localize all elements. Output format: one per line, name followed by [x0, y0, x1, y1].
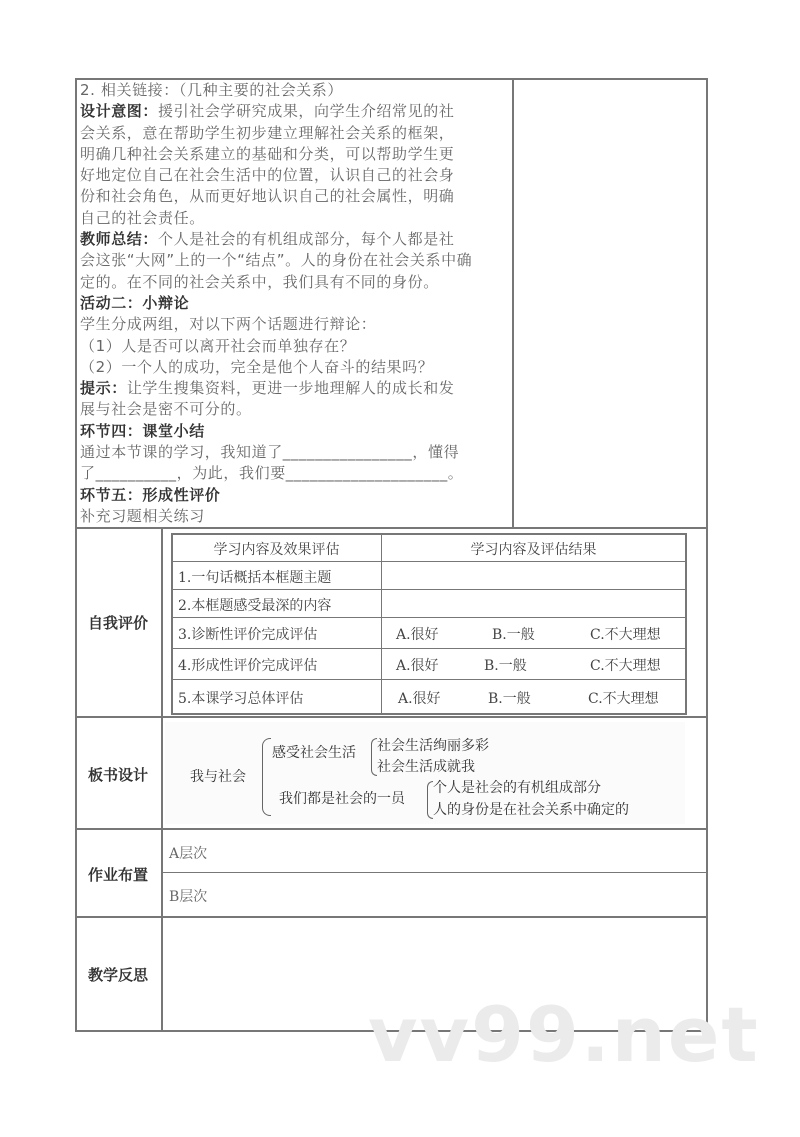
board-leaf: 社会生活绚丽多彩 [377, 738, 489, 754]
hint-label: 提示： [80, 379, 127, 398]
table-border [75, 916, 707, 918]
option-a[interactable]: A.很好 [398, 691, 441, 707]
text: 份和社会角色，从而更好地认识自己的社会属性，明确 [80, 187, 455, 206]
related-link: 2. 相关链接：（几种主要的社会关系） [80, 81, 343, 99]
watermark: vv99.net [368, 990, 760, 1079]
eval-header: 学习内容及效果评估 [213, 542, 340, 558]
homework-label: 作业布置 [87, 866, 148, 884]
self-eval-label: 自我评价 [87, 614, 148, 632]
text: 会这张“大网”上的一个“结点”。人的身份在社会关系中确 [80, 251, 473, 270]
step4-heading: 环节四：课堂小结 [80, 421, 205, 440]
option-c[interactable]: C.不大理想 [590, 658, 661, 674]
activity-heading: 活动二：小辩论 [80, 293, 190, 312]
homework-b: B层次 [169, 889, 208, 905]
text: 学生分成两组，对以下两个话题进行辩论： [80, 315, 377, 334]
eval-item: 4.形成性评价完成评估 [178, 658, 318, 674]
table-border [75, 716, 707, 718]
option-a[interactable]: A.很好 [396, 658, 439, 674]
text: 了__________，为此，我们要____________________。 [80, 464, 464, 483]
table-border [75, 828, 707, 830]
board-leaf: 社会生活成就我 [377, 759, 475, 775]
eval-header: 学习内容及评估结果 [470, 542, 597, 558]
brace-icon [262, 738, 271, 816]
lesson-content [80, 80, 510, 527]
text: 通过本节课的学习，我知道了________________，懂得 [80, 443, 460, 462]
text: 定的。在不同的社会关系中，我们具有不同的身份。 [80, 272, 439, 291]
eval-item: 3.诊断性评价完成评估 [178, 627, 318, 643]
option-b[interactable]: B.一般 [488, 691, 531, 707]
board-leaf: 人的身份是在社会关系中确定的 [433, 802, 629, 818]
table-border [512, 78, 514, 528]
eval-item: 5.本课学习总体评估 [178, 691, 304, 707]
option-b[interactable]: B.一般 [484, 658, 527, 674]
board-branch: 感受社会生活 [272, 745, 356, 761]
text: （2）一个人的成功，完全是他个人奋斗的结果吗？ [80, 357, 434, 376]
summary-label: 教师总结： [80, 230, 159, 249]
table-border [161, 527, 163, 1031]
text: 援引社会学研究成果，向学生介绍常见的社 [158, 102, 455, 121]
table-border [161, 872, 707, 873]
option-a[interactable]: A.很好 [396, 627, 439, 643]
option-b[interactable]: B.一般 [492, 627, 535, 643]
reflection-label: 教学反思 [87, 966, 148, 984]
eval-item: 2.本框题感受最深的内容 [178, 598, 332, 614]
text: 让学生搜集资料，更进一步地理解人的成长和发 [126, 379, 455, 398]
board-branch: 我们都是社会的一员 [279, 791, 405, 807]
board-label: 板书设计 [87, 766, 148, 784]
text: 明确几种社会关系建立的基础和分类，可以帮助学生更 [80, 144, 455, 163]
option-c[interactable]: C.不大理想 [590, 627, 661, 643]
text: 补充习题相关练习 [80, 506, 205, 525]
board-leaf: 个人是社会的有机组成部分 [433, 780, 601, 796]
text: （1）人是否可以离开社会而单独存在？ [80, 336, 356, 355]
step5-heading: 环节五：形成性评价 [80, 485, 221, 504]
text: 自己的社会责任。 [80, 208, 205, 227]
text: 好地定位自己在社会生活中的位置，认识自己的社会身 [80, 166, 455, 185]
text: 个人是社会的有机组成部分，每个人都是社 [158, 230, 455, 249]
homework-a: A层次 [169, 846, 208, 862]
text: 会关系，意在帮助学生初步建立理解社会关系的框架， [80, 123, 455, 142]
text: 展与社会是密不可分的。 [80, 400, 252, 419]
table-border [75, 78, 77, 1031]
table-border [706, 78, 708, 1031]
design-label: 设计意图： [80, 102, 159, 121]
board-root: 我与社会 [190, 769, 246, 785]
eval-item: 1.一句话概括本框题主题 [178, 570, 332, 586]
option-c[interactable]: C.不大理想 [588, 691, 659, 707]
